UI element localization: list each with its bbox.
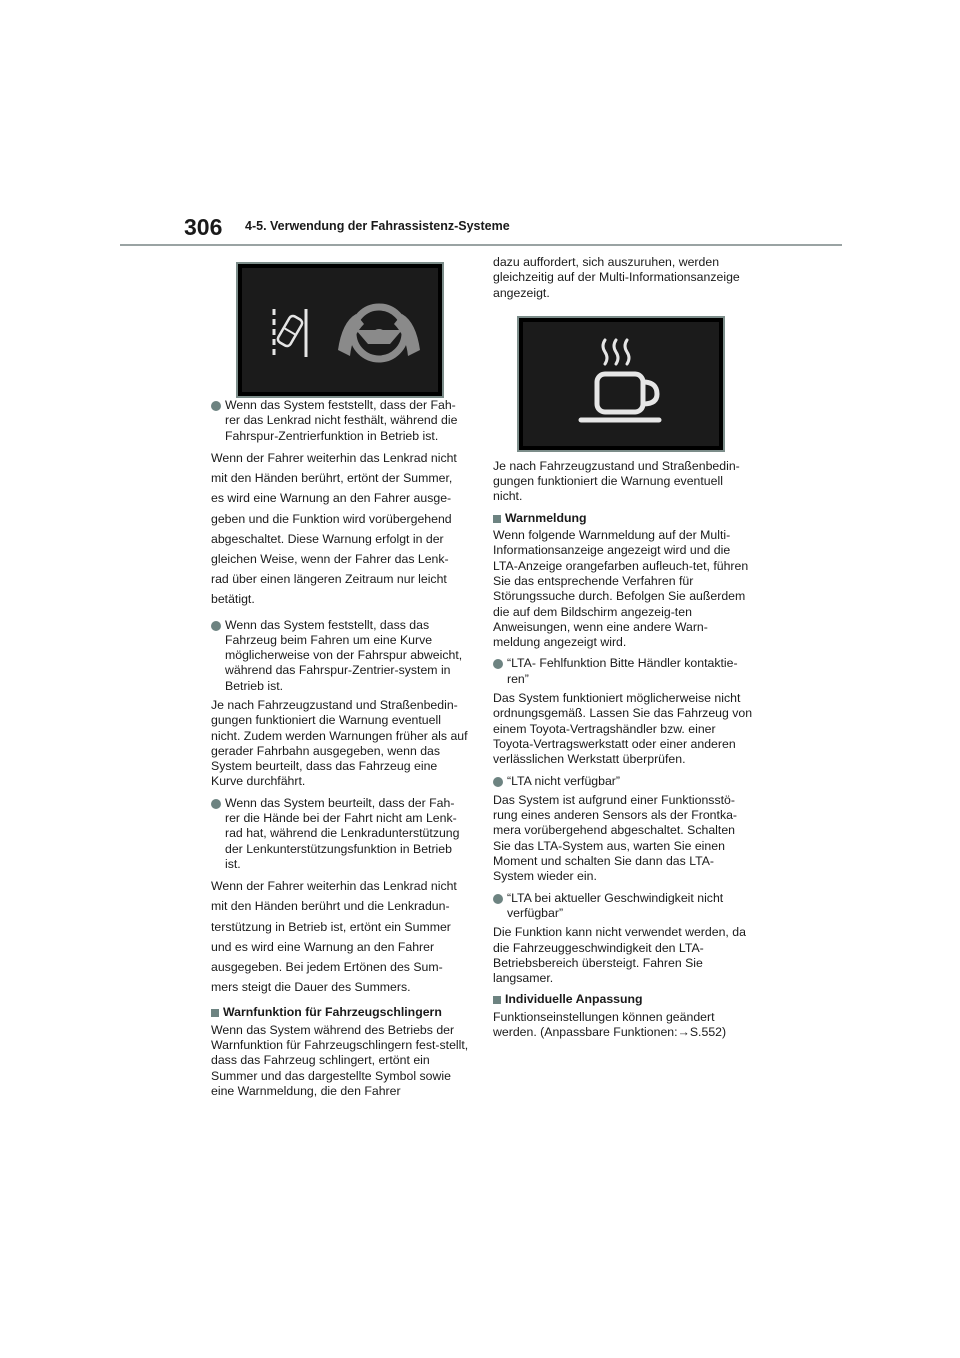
paragraph: Das System funktioniert möglicherweise nicht ordnungsgemäß. Lassen Sie das Fahrzeug von einem Toyota-Vertragshändler bzw. einer Toyota-Vertragswerkstatt oder einer anderen verlässlichen Werkstatt überprüfen.: [493, 691, 753, 767]
bullet-item: Wenn das System feststellt, dass das Fahrzeug beim Fahren um eine Kurve möglicherweise von der Fahrspur abweicht, während das Fahrspur-Zentrier-system in Betrieb ist.: [211, 618, 469, 694]
paragraph: Wenn das System während des Betriebs der Warnfunktion für Fahrzeugschlingern fest-stellt, dass das Fahrzeug schlingert, ertönt ein Summer und das dargestellte Symbol sowie eine Warnmeldung, die den Fahrer: [211, 1022, 469, 1098]
bullet-icon: [493, 894, 503, 904]
paragraph: dazu auffordert, sich auszuruhen, werden gleichzeitig auf der Multi-Informationsanzeige angezeigt.: [493, 255, 740, 300]
bullet-icon: [211, 401, 221, 411]
bullet-icon: [211, 621, 221, 631]
bullet-icon: [493, 659, 503, 669]
paragraph: Wenn der Fahrer weiterhin das Lenkrad nicht mit den Händen berührt, ertönt der Summer, es wird eine Warnung an den Fahrer ausge- geben und die Funktion wird vorübergehend abgeschaltet. Diese Warnung erfolgt in der gleichen Weise, wenn der Fahrer das Lenk- rad über einen längeren Zeitraum nur leicht betätigt.: [211, 450, 457, 607]
left-column: [211, 398, 469, 1105]
bullet-icon: [493, 777, 503, 787]
bullet-item: “LTA bei aktueller Geschwindigkeit nicht verfügbar”: [493, 891, 753, 922]
bullet-item: Wenn das System feststellt, dass der Fah-rer das Lenkrad nicht festhält, während die Fahrspur-Zentrierfunktion in Betrieb ist.: [211, 398, 469, 444]
bullet-item: “LTA- Fehlfunktion Bitte Händler kontaktie-ren”: [493, 656, 753, 687]
section-title: 4-5. Verwendung der Fahrassistenz-Systeme: [245, 219, 510, 233]
right-column: [493, 255, 753, 1046]
paragraph: Wenn folgende Warnmeldung auf der Multi-Informationsanzeige angezeigt wird und die LTA-Anzeige orangefarben aufleuch-tet, führen Sie das entsprechende Verfahren für Störungssuche durch. Befolgen Sie außerdem die auf dem Bildschirm angezeig-ten Anweisungen, wenn eine andere Warn-meldung angezeigt wird.: [493, 528, 749, 650]
paragraph: Je nach Fahrzeugzustand und Straßenbedin-gungen funktioniert die Warnung eventuell nicht.: [493, 458, 740, 504]
bullet-item: Wenn das System beurteilt, dass der Fah-rer die Hände bei der Fahrt nicht am Lenk-rad hat, während die Lenkradunterstützung der Lenkunterstützungsfunktion in Betrieb ist.: [211, 796, 469, 872]
square-bullet-icon: [493, 515, 501, 523]
bullet-icon: [211, 799, 221, 809]
page-number: 306: [184, 214, 223, 240]
lane-departure-icon: [274, 309, 306, 357]
subheading: Warnmeldung: [493, 511, 753, 526]
hands-off-warning-figure: [236, 262, 444, 398]
square-bullet-icon: [211, 1009, 219, 1017]
paragraph: Funktionseinstellungen können geändert werden. (Anpassbare Funktionen:→S.552): [493, 1009, 727, 1039]
paragraph: Das System ist aufgrund einer Funktionsstö-rung eines anderen Sensors als der Frontka-mera vorübergehend abgeschaltet. Schalten Sie das LTA-System aus, warten Sie einen Moment und schalten Sie dann das LTA-System wieder ein.: [493, 792, 738, 884]
hands-on-wheel-icon: [338, 307, 420, 359]
square-bullet-icon: [493, 996, 501, 1004]
paragraph: Die Funktion kann nicht verwendet werden, da die Fahrzeuggeschwindigkeit den LTA-Betriebsbereich übersteigt. Fahren Sie langsamer.: [493, 925, 746, 986]
subheading: Warnfunktion für Fahrzeugschlingern: [211, 1005, 469, 1020]
bullet-item: “LTA nicht verfügbar”: [493, 774, 753, 789]
figure-spacer: [493, 307, 753, 459]
header-divider: [120, 244, 842, 246]
paragraph: Je nach Fahrzeugzustand und Straßenbedin-gungen funktioniert die Warnung eventuell nicht. Zudem werden Warnungen früher als auf gerader Fahrbahn ausgegeben, wenn das System beurteilt, dass das Fahrzeug eine Kurve durchfährt.: [211, 698, 468, 789]
paragraph: Wenn der Fahrer weiterhin das Lenkrad nicht mit den Händen berührt und die Lenkradun- terstützung in Betrieb ist, ertönt ein Summer und es wird eine Warnung an den Fahrer ausgegeben. Bei jedem Ertönen des Sum- mers steigt die Dauer des Summers.: [211, 879, 457, 995]
subheading: Individuelle Anpassung: [493, 992, 753, 1007]
